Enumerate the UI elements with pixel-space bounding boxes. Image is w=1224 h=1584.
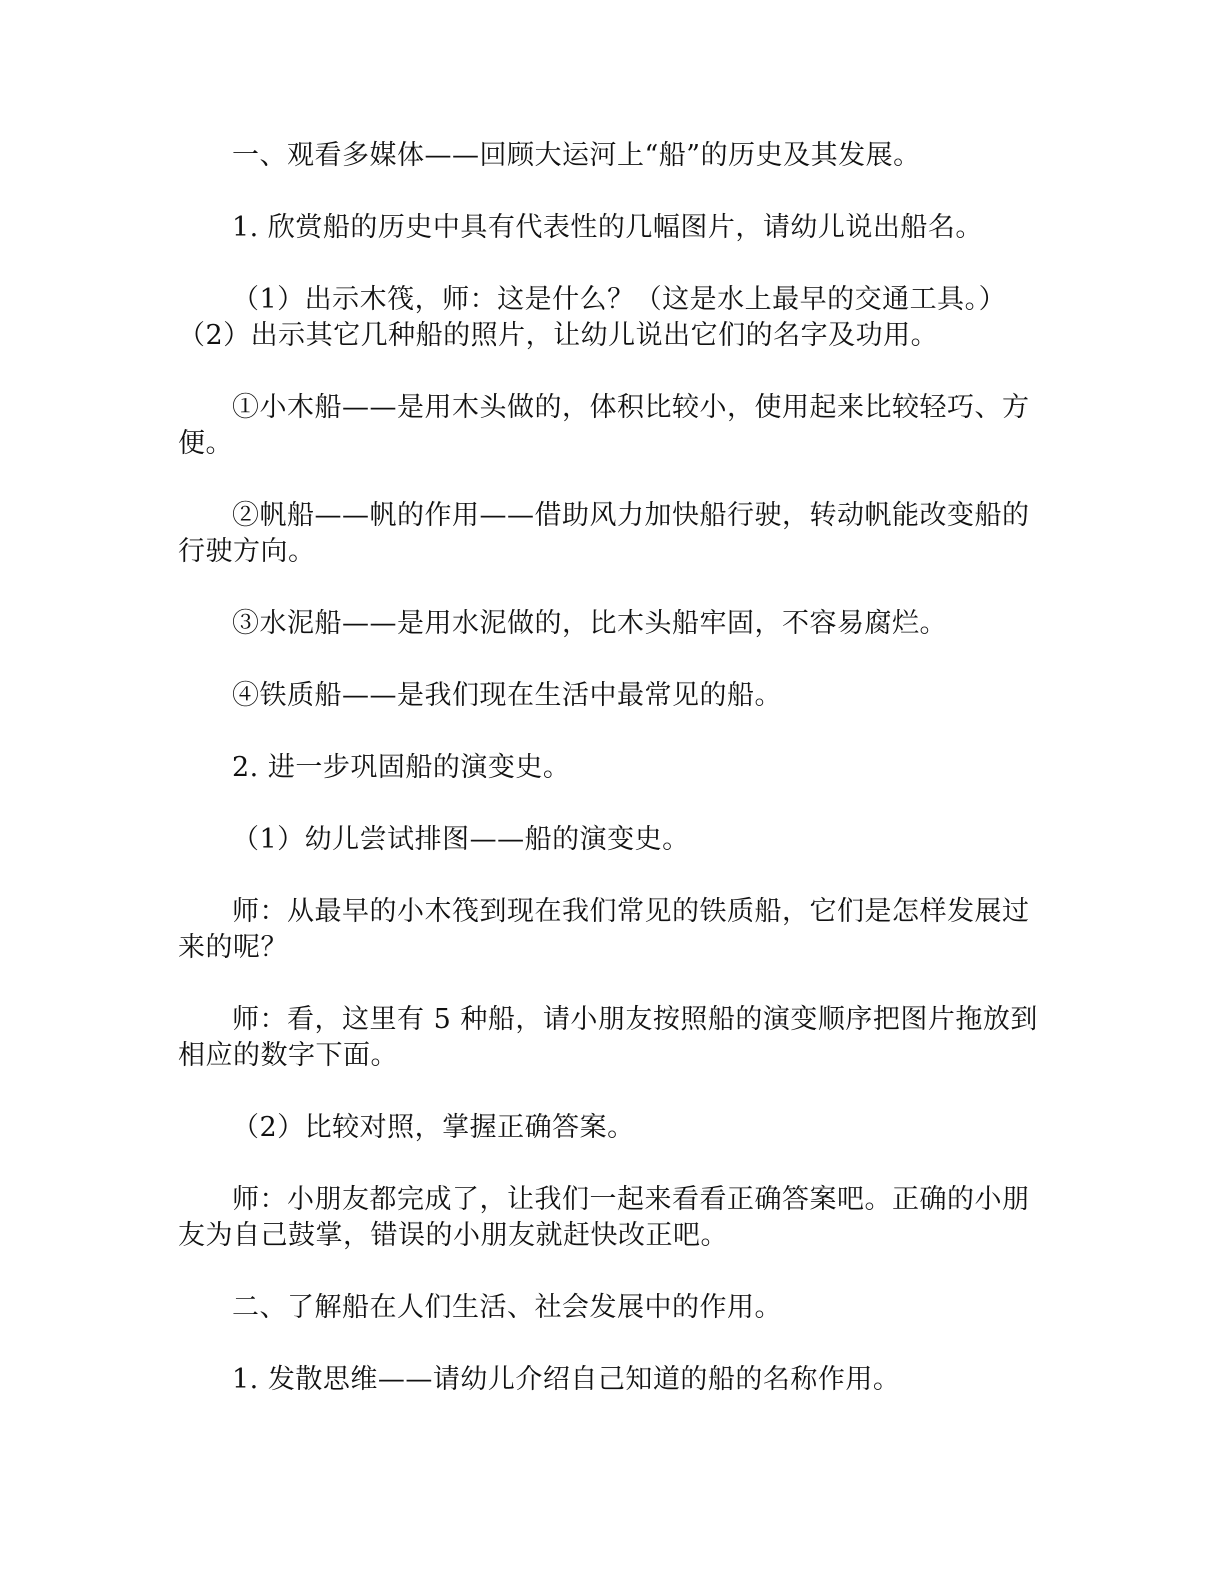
item-1: 1. 欣赏船的历史中具有代表性的几幅图片，请幼儿说出船名。 bbox=[232, 212, 983, 243]
sub-item-1-2: （1）出示木筏，师：这是什么？（这是水上最早的交通工具。）（2）出示其它几种船的照片，让幼儿说出它们的名字及功用。 bbox=[178, 284, 1007, 351]
sub-item-1: （1）幼儿尝试排图——船的演变史。 bbox=[232, 824, 690, 855]
section-heading-2: 二、了解船在人们生活、社会发展中的作用。 bbox=[232, 1292, 782, 1323]
teacher-line-1: 师：从最早的小木筏到现在我们常见的铁质船，它们是怎样发展过来的呢？ bbox=[178, 896, 1030, 963]
document-page bbox=[178, 0, 1038, 1584]
item-2-1: 1. 发散思维——请幼儿介绍自己知道的船的名称作用。 bbox=[232, 1364, 901, 1395]
item-2: 2. 进一步巩固船的演变史。 bbox=[232, 752, 571, 783]
section-heading-1: 一、观看多媒体——回顾大运河上“船”的历史及其发展。 bbox=[232, 140, 921, 171]
boat-wooden: ①小木船——是用木头做的，体积比较小，使用起来比较轻巧、方便。 bbox=[178, 392, 1030, 459]
teacher-line-2: 师：看，这里有 5 种船，请小朋友按照船的演变顺序把图片拖放到相应的数字下面。 bbox=[178, 1004, 1038, 1071]
sub-item-2: （2）比较对照，掌握正确答案。 bbox=[232, 1112, 635, 1143]
teacher-line-3: 师：小朋友都完成了，让我们一起来看看正确答案吧。正确的小朋友为自己鼓掌，错误的小朋友就赶快改正吧。 bbox=[178, 1184, 1030, 1251]
boat-cement: ③水泥船——是用水泥做的，比木头船牢固，不容易腐烂。 bbox=[232, 608, 947, 639]
boat-sail: ②帆船——帆的作用——借助风力加快船行驶，转动帆能改变船的行驶方向。 bbox=[178, 500, 1030, 567]
boat-iron: ④铁质船——是我们现在生活中最常见的船。 bbox=[232, 680, 782, 711]
